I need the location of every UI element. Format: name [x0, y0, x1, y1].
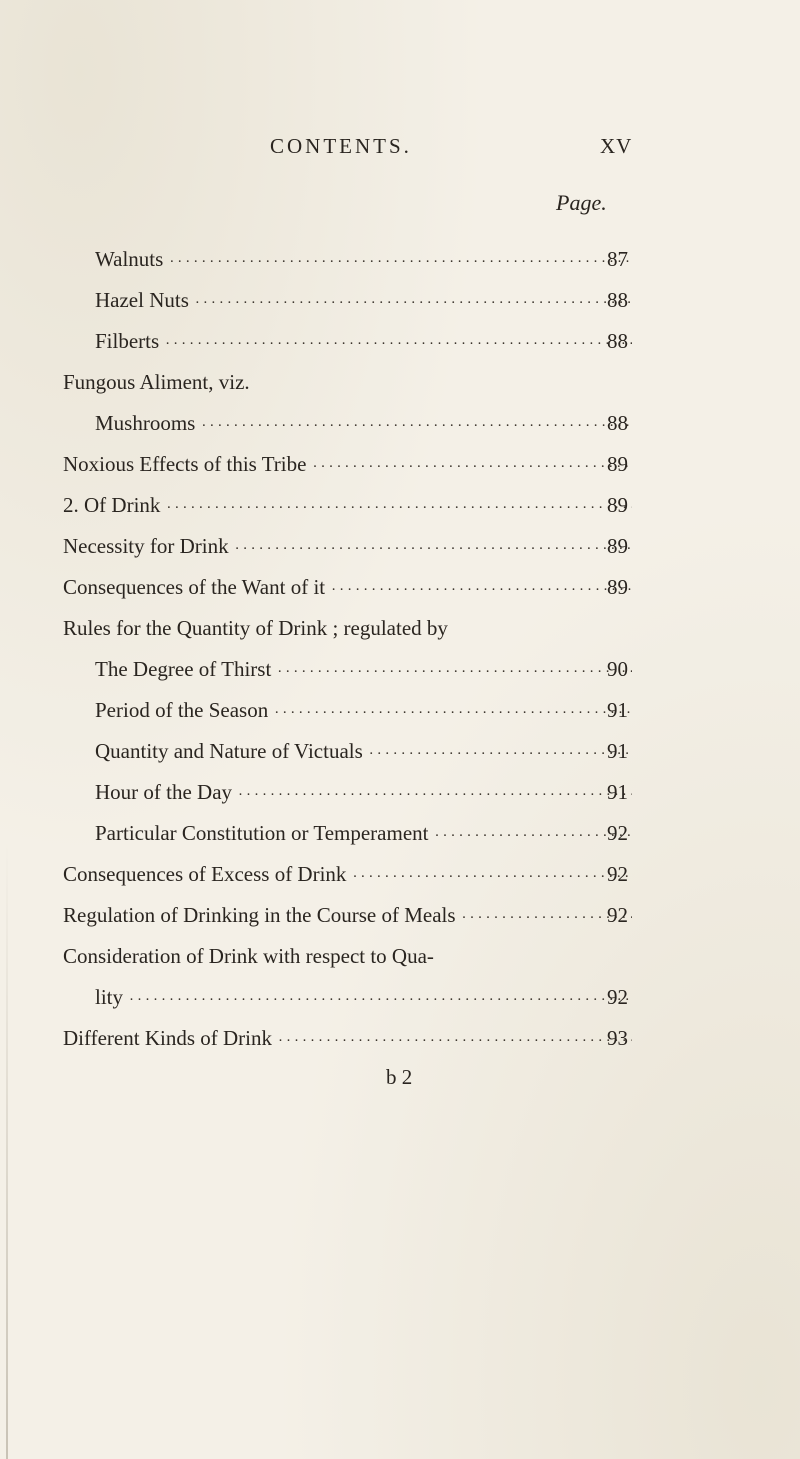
dot-leader: [277, 664, 632, 681]
toc-entry-label: Consideration of Drink with respect to Qua-: [63, 944, 434, 968]
dot-leader: [312, 459, 632, 476]
toc-page-number: 89: [607, 493, 628, 517]
toc-page-number: 89: [607, 452, 628, 476]
toc-row: [0, 329, 800, 370]
toc-row: [0, 575, 800, 616]
table-of-contents: [0, 247, 800, 1067]
toc-page-number: 88: [607, 411, 628, 435]
toc-row: [0, 1026, 800, 1067]
toc-entry: [63, 493, 632, 518]
toc-entry-label: Fungous Aliment, viz.: [63, 370, 250, 394]
dot-leader: [201, 418, 632, 435]
toc-entry: [95, 780, 632, 805]
toc-row: [0, 493, 800, 534]
toc-entry-label: Consequences of the Want of it: [63, 575, 326, 599]
dot-leader: [435, 828, 633, 845]
toc-row: [0, 616, 800, 657]
toc-entry: [63, 370, 632, 395]
toc-page-number: 92: [607, 821, 628, 845]
toc-entry-label: The Degree of Thirst: [95, 657, 272, 681]
toc-entry: [95, 247, 632, 272]
toc-entry: [63, 903, 632, 928]
running-head: [0, 134, 800, 164]
toc-entry: [95, 288, 632, 313]
toc-page-number: 89: [607, 575, 628, 599]
toc-row: [0, 657, 800, 698]
toc-entry-label: Noxious Effects of this Tribe: [63, 452, 307, 476]
toc-entry-label: Regulation of Drinking in the Course of Meals: [63, 903, 456, 927]
toc-page-number: 89: [607, 534, 628, 558]
toc-row: [0, 985, 800, 1026]
toc-entry: [63, 616, 632, 641]
dot-leader: [369, 746, 632, 763]
toc-entry: [95, 821, 632, 846]
toc-row: [0, 288, 800, 329]
dot-leader: [274, 705, 632, 722]
toc-entry-label: Period of the Season: [95, 698, 269, 722]
toc-row: [0, 903, 800, 944]
toc-entry: [63, 452, 632, 477]
toc-row: [0, 370, 800, 411]
toc-entry-label: Different Kinds of Drink: [63, 1026, 272, 1050]
toc-entry: [95, 985, 632, 1010]
toc-page-number: 87: [607, 247, 628, 271]
toc-entry-label: Filberts: [95, 329, 160, 353]
toc-entry: [95, 739, 632, 764]
toc-row: [0, 247, 800, 288]
toc-entry-label: Walnuts: [95, 247, 164, 271]
toc-entry: [95, 698, 632, 723]
dot-leader: [129, 992, 632, 1009]
toc-row: [0, 862, 800, 903]
toc-entry: [95, 329, 632, 354]
toc-page-number: 91: [607, 739, 628, 763]
toc-entry-label: Quantity and Nature of Victuals: [95, 739, 363, 763]
dot-leader: [235, 541, 632, 558]
toc-page-number: 91: [607, 780, 628, 804]
dot-leader: [169, 254, 632, 271]
toc-entry-label: Necessity for Drink: [63, 534, 229, 558]
toc-entry: [63, 1026, 632, 1051]
dot-leader: [195, 295, 632, 312]
toc-entry-label: Mushrooms: [95, 411, 196, 435]
toc-page-number: 92: [607, 903, 628, 927]
page-column-label: Page.: [556, 190, 607, 215]
page-folio: XV: [600, 134, 633, 158]
signature-mark: b 2: [386, 1065, 413, 1089]
toc-row: [0, 411, 800, 452]
toc-page-number: 88: [607, 288, 628, 312]
toc-row: [0, 698, 800, 739]
toc-page-number: 92: [607, 985, 628, 1009]
toc-entry-label: Hazel Nuts: [95, 288, 189, 312]
toc-row: [0, 452, 800, 493]
toc-page-number: 90: [607, 657, 628, 681]
dot-leader: [331, 582, 632, 599]
toc-entry: [95, 657, 632, 682]
toc-entry: [63, 534, 632, 559]
toc-page-number: 88: [607, 329, 628, 353]
toc-entry-label: 2. Of Drink: [63, 493, 161, 517]
running-title: CONTENTS.: [270, 134, 412, 158]
toc-entry-label: Particular Constitution or Temperament: [95, 821, 429, 845]
toc-page-number: 93: [607, 1026, 628, 1050]
toc-entry-label: Rules for the Quantity of Drink ; regulated by: [63, 616, 448, 640]
toc-entry: [63, 575, 632, 600]
toc-entry: [63, 944, 632, 969]
toc-page-number: 92: [607, 862, 628, 886]
toc-row: [0, 821, 800, 862]
toc-row: [0, 534, 800, 575]
toc-row: [0, 739, 800, 780]
toc-page-number: 91: [607, 698, 628, 722]
dot-leader: [166, 500, 632, 517]
dot-leader: [238, 787, 632, 804]
toc-row: [0, 944, 800, 985]
toc-entry: [63, 862, 632, 887]
toc-entry: [95, 411, 632, 436]
dot-leader: [165, 336, 632, 353]
toc-row: [0, 780, 800, 821]
toc-entry-label: Hour of the Day: [95, 780, 233, 804]
dot-leader: [352, 869, 632, 886]
toc-entry-label: lity: [95, 985, 124, 1009]
dot-leader: [278, 1033, 632, 1050]
toc-entry-label: Consequences of Excess of Drink: [63, 862, 347, 886]
